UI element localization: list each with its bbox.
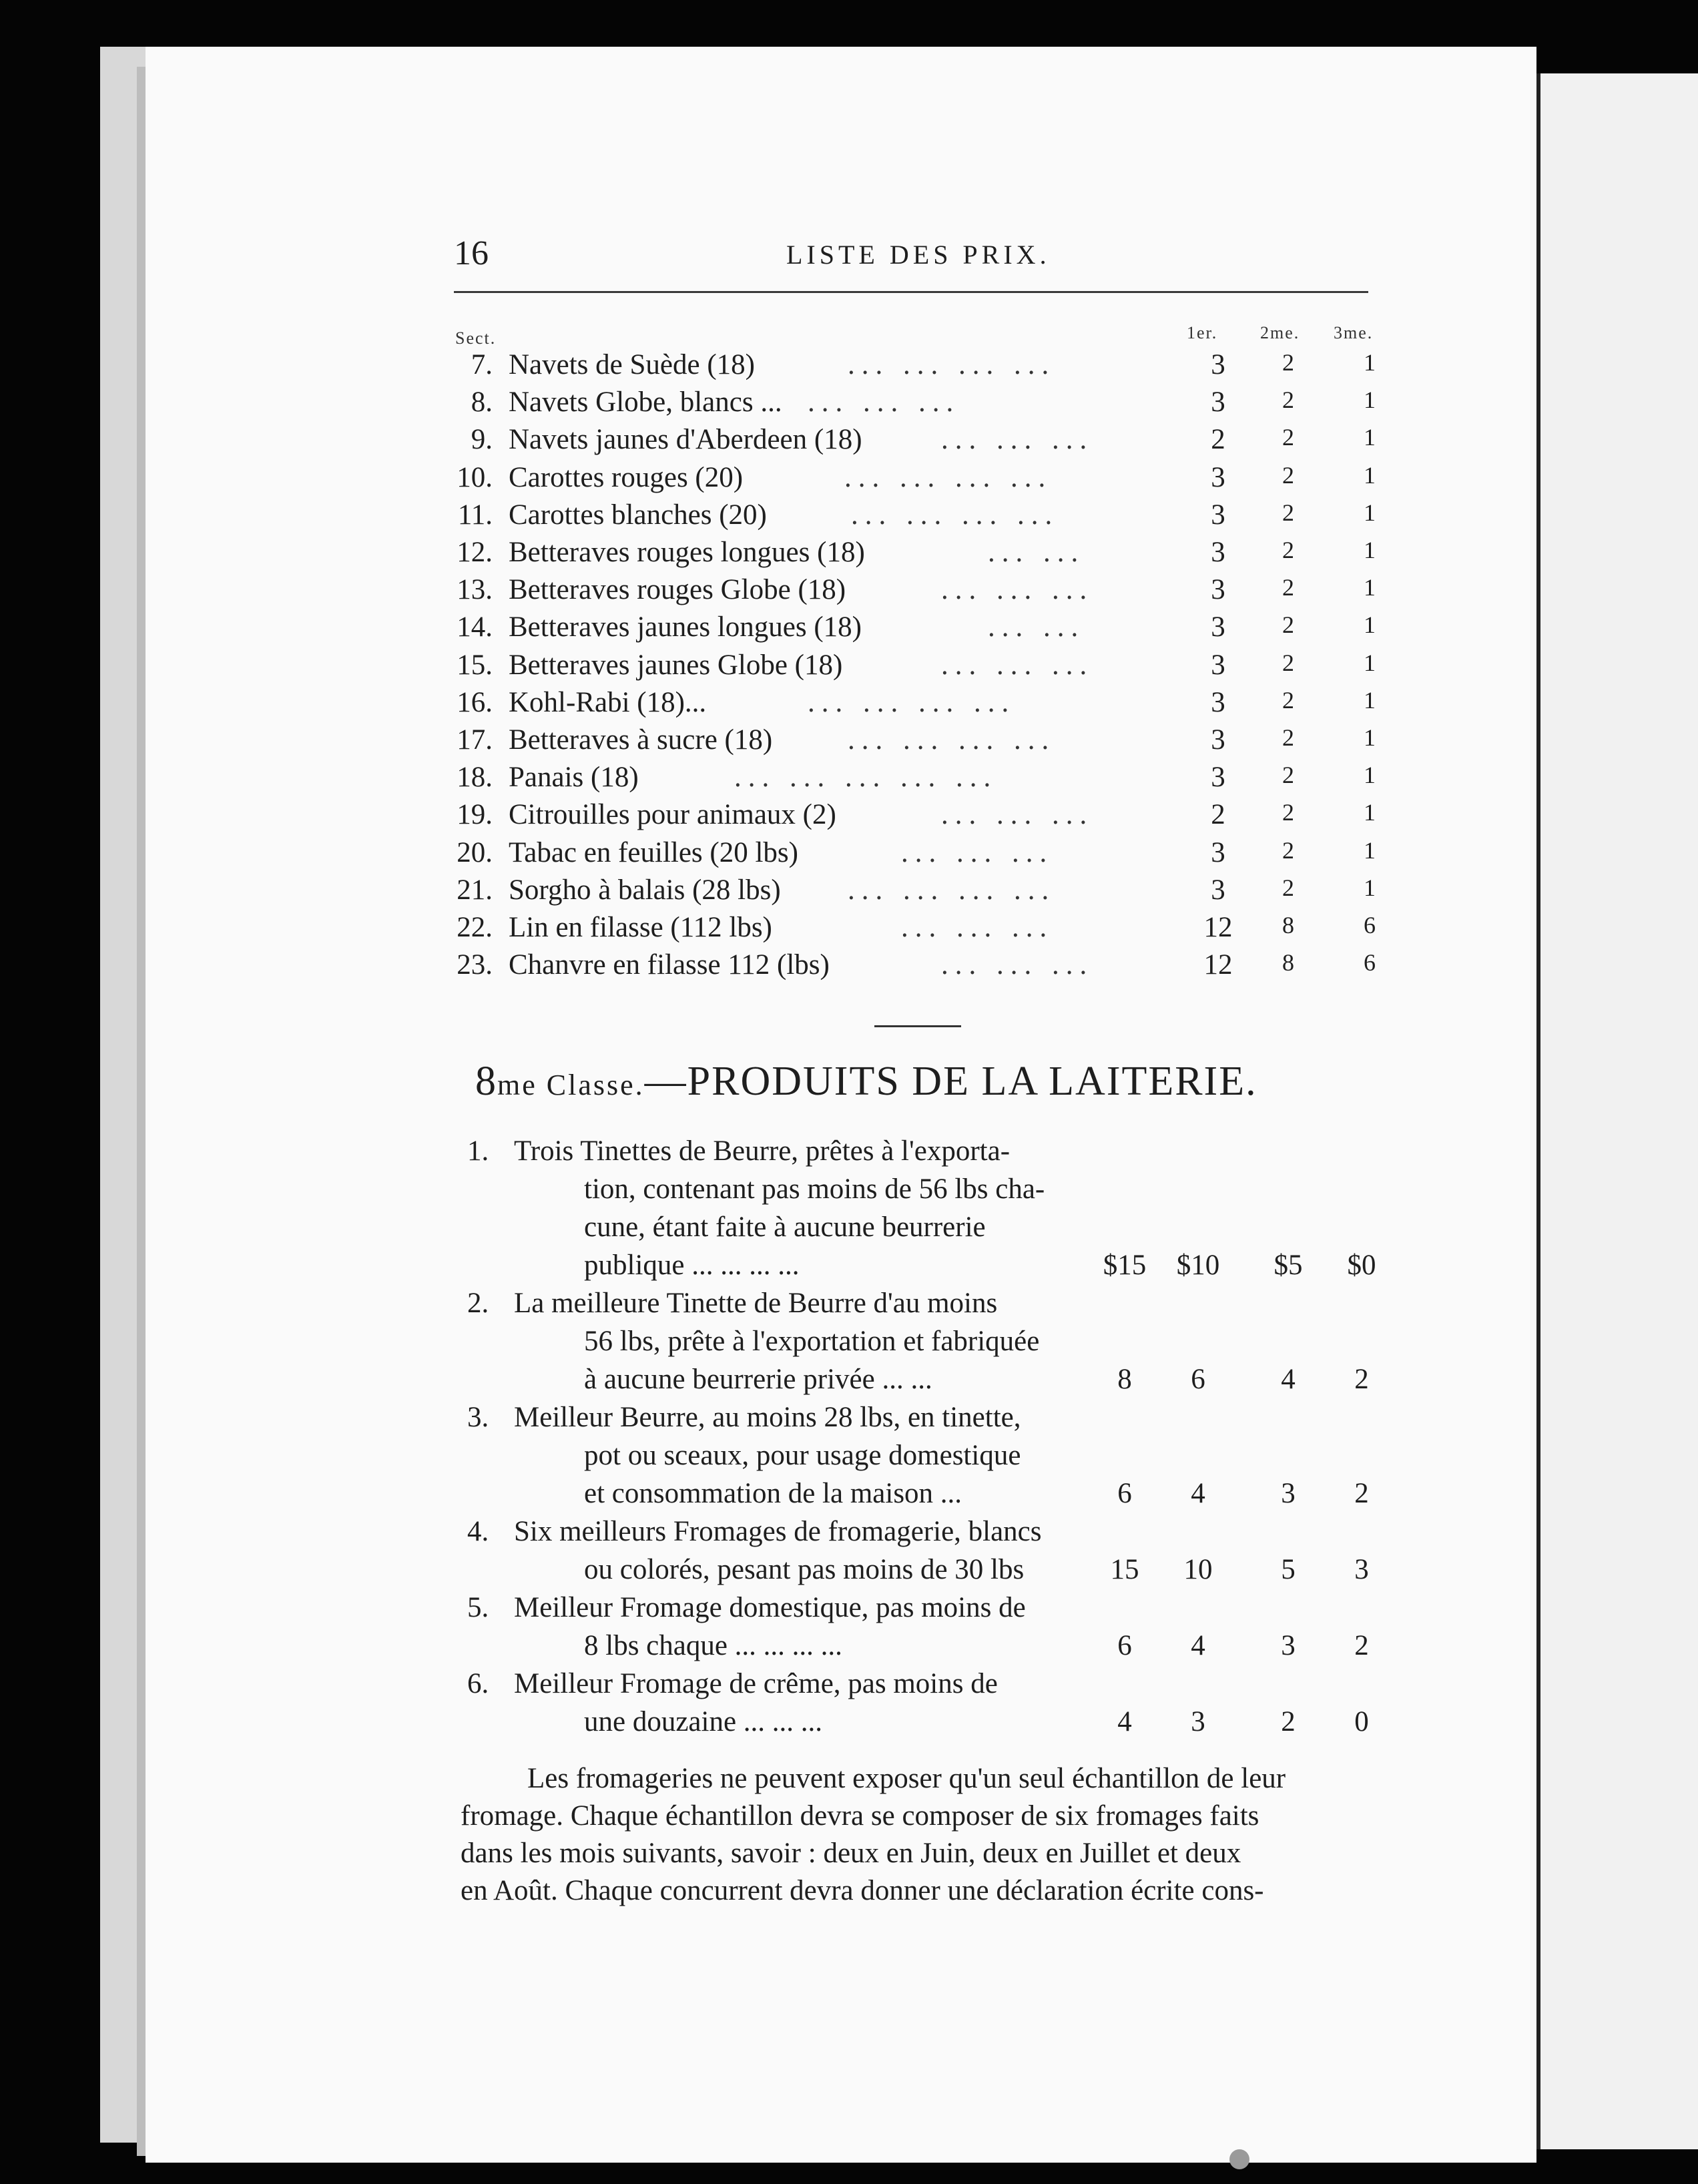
third-prize: 3 bbox=[1281, 1630, 1296, 1661]
class-heading bbox=[475, 1058, 1257, 1105]
first-prize: 2 bbox=[1211, 799, 1225, 831]
item-line: une douzaine ... ... ... bbox=[584, 1706, 823, 1737]
first-prize: 8 bbox=[1117, 1364, 1132, 1395]
row-number: 14. bbox=[457, 611, 493, 643]
paragraph-line: en Août. Chaque concurrent devra donner une déclaration écrite cons- bbox=[461, 1875, 1264, 1906]
row-number: 18. bbox=[457, 762, 493, 794]
table-row bbox=[0, 573, 1402, 611]
second-prize: 6 bbox=[1191, 1364, 1205, 1395]
paragraph-line: Les fromageries ne peuvent exposer qu'un seul échantillon de leur bbox=[527, 1763, 1286, 1794]
first-prize: 3 bbox=[1211, 499, 1225, 531]
leader-dots: ... ... ... bbox=[901, 912, 1054, 943]
leader-dots: ... ... ... bbox=[941, 649, 1094, 681]
third-prize: 2 bbox=[1281, 1706, 1296, 1737]
third-prize: 6 bbox=[1364, 912, 1376, 938]
third-prize: 1 bbox=[1364, 574, 1376, 601]
second-prize: 2 bbox=[1282, 799, 1294, 826]
third-prize: 1 bbox=[1364, 349, 1376, 376]
first-prize: 2 bbox=[1211, 424, 1225, 456]
row-label: Betteraves rouges longues (18) bbox=[509, 537, 865, 568]
leader-dots: ... ... bbox=[988, 611, 1085, 643]
first-prize: 3 bbox=[1211, 686, 1225, 718]
row-number: 11. bbox=[457, 499, 493, 531]
first-prize: 3 bbox=[1211, 461, 1225, 493]
second-prize: 2 bbox=[1282, 611, 1294, 639]
leader-dots: ... ... ... ... ... bbox=[734, 762, 998, 794]
second-prize: 2 bbox=[1282, 649, 1294, 676]
first-prize: 4 bbox=[1117, 1706, 1132, 1737]
first-prize: 12 bbox=[1203, 949, 1233, 981]
row-label: Navets Globe, blancs ... bbox=[509, 386, 782, 419]
item-number: 3. bbox=[467, 1402, 489, 1433]
leader-dots: ... ... ... bbox=[808, 386, 960, 419]
item-line: Six meilleurs Fromages de fromagerie, blancs bbox=[514, 1516, 1042, 1547]
third-prize: 1 bbox=[1364, 386, 1376, 414]
first-prize: 3 bbox=[1211, 386, 1225, 419]
leader-dots: ... ... ... ... bbox=[851, 499, 1059, 531]
leader-dots: ... ... ... ... bbox=[808, 686, 1016, 718]
fourth-prize: 2 bbox=[1354, 1478, 1369, 1509]
item-number: 6. bbox=[467, 1668, 489, 1699]
third-prize: 3 bbox=[1281, 1478, 1296, 1509]
third-prize: 1 bbox=[1364, 537, 1376, 563]
item-line: Meilleur Beurre, au moins 28 lbs, en tinette, bbox=[514, 1402, 1021, 1433]
first-prize: $15 bbox=[1103, 1250, 1147, 1281]
row-label: Betteraves jaunes longues (18) bbox=[509, 611, 862, 643]
row-label: Carottes rouges (20) bbox=[509, 461, 744, 493]
leader-dots: ... ... ... ... bbox=[848, 724, 1056, 756]
first-prize: 12 bbox=[1203, 912, 1233, 943]
row-label: Panais (18) bbox=[509, 762, 639, 794]
leader-dots: ... ... ... ... bbox=[844, 461, 1053, 493]
second-prize: 2 bbox=[1282, 424, 1294, 451]
row-label: Betteraves jaunes Globe (18) bbox=[509, 649, 843, 681]
third-prize: 1 bbox=[1364, 611, 1376, 639]
third-prize: 1 bbox=[1364, 836, 1376, 864]
row-number: 20. bbox=[457, 836, 493, 868]
first-prize: 3 bbox=[1211, 762, 1225, 794]
row-number: 19. bbox=[457, 799, 493, 831]
leader-dots: ... ... bbox=[988, 537, 1085, 568]
item-line: Meilleur Fromage de crême, pas moins de bbox=[514, 1668, 998, 1699]
row-label: Tabac en feuilles (20 lbs) bbox=[509, 836, 798, 868]
table-row bbox=[0, 836, 1402, 874]
row-label: Betteraves à sucre (18) bbox=[509, 724, 773, 756]
item-line: à aucune beurrerie privée ... ... bbox=[584, 1364, 932, 1395]
table-row bbox=[0, 948, 1402, 986]
third-prize: 1 bbox=[1364, 762, 1376, 789]
item-number: 5. bbox=[467, 1592, 489, 1623]
table-row bbox=[0, 724, 1402, 761]
first-prize: 3 bbox=[1211, 611, 1225, 643]
first-prize: 3 bbox=[1211, 349, 1225, 380]
header-rule bbox=[454, 291, 1368, 293]
third-prize: 1 bbox=[1364, 724, 1376, 751]
item-line: 56 lbs, prête à l'exportation et fabriquée bbox=[584, 1326, 1040, 1357]
leader-dots: ... ... ... bbox=[941, 424, 1094, 456]
third-prize: 1 bbox=[1364, 424, 1376, 451]
section-divider bbox=[874, 1025, 961, 1027]
fourth-prize: 2 bbox=[1354, 1364, 1369, 1395]
row-number: 9. bbox=[471, 424, 493, 456]
leader-dots: ... ... ... ... bbox=[848, 874, 1056, 906]
second-prize: 2 bbox=[1282, 874, 1294, 901]
second-prize: 3 bbox=[1191, 1706, 1205, 1737]
second-prize: 2 bbox=[1282, 537, 1294, 563]
second-prize: 4 bbox=[1191, 1630, 1205, 1661]
leader-dots: ... ... ... ... bbox=[848, 349, 1056, 380]
row-number: 12. bbox=[457, 537, 493, 568]
item-line: Trois Tinettes de Beurre, prêtes à l'exporta- bbox=[514, 1135, 1011, 1167]
table-row bbox=[0, 423, 1402, 461]
row-label: Lin en filasse (112 lbs) bbox=[509, 912, 772, 943]
fourth-prize: $0 bbox=[1347, 1250, 1376, 1281]
item-line: tion, contenant pas moins de 56 lbs cha- bbox=[584, 1173, 1045, 1205]
scan-blemish bbox=[1229, 2149, 1249, 2169]
row-label: Chanvre en filasse 112 (lbs) bbox=[509, 949, 830, 981]
row-number: 16. bbox=[457, 686, 493, 718]
row-label: Sorgho à balais (28 lbs) bbox=[509, 874, 781, 906]
item-line: 8 lbs chaque ... ... ... ... bbox=[584, 1630, 842, 1661]
row-number: 10. bbox=[457, 461, 493, 493]
second-prize: 8 bbox=[1282, 949, 1294, 977]
first-prize: 3 bbox=[1211, 537, 1225, 568]
item-line: et consommation de la maison ... bbox=[584, 1478, 962, 1509]
row-number: 17. bbox=[457, 724, 493, 756]
item-line: ou colorés, pesant pas moins de 30 lbs bbox=[584, 1554, 1025, 1585]
first-prize: 6 bbox=[1117, 1630, 1132, 1661]
second-prize: 2 bbox=[1282, 836, 1294, 864]
table-row bbox=[0, 536, 1402, 573]
second-prize: 2 bbox=[1282, 724, 1294, 751]
table-row bbox=[0, 348, 1402, 386]
second-prize: 2 bbox=[1282, 762, 1294, 789]
item-line: pot ou sceaux, pour usage domestique bbox=[584, 1440, 1021, 1471]
fourth-prize: 0 bbox=[1354, 1706, 1369, 1737]
table-row bbox=[0, 798, 1402, 836]
table-row bbox=[0, 611, 1402, 648]
running-title: LISTE DES PRIX. bbox=[786, 240, 1051, 270]
leader-dots: ... ... ... bbox=[901, 836, 1054, 868]
third-prize: 5 bbox=[1281, 1554, 1296, 1585]
second-prize: 2 bbox=[1282, 499, 1294, 526]
second-prize: 2 bbox=[1282, 349, 1294, 376]
third-prize: 1 bbox=[1364, 461, 1376, 489]
second-prize-heading: 2me. bbox=[1260, 323, 1300, 342]
item-line: La meilleure Tinette de Beurre d'au moins bbox=[514, 1288, 998, 1319]
second-prize: 2 bbox=[1282, 386, 1294, 414]
table-row bbox=[0, 761, 1402, 798]
item-number: 2. bbox=[467, 1288, 489, 1319]
row-number: 13. bbox=[457, 574, 493, 606]
sect-label: Sect. bbox=[455, 328, 497, 348]
first-prize: 15 bbox=[1110, 1554, 1139, 1585]
leader-dots: ... ... ... bbox=[941, 574, 1094, 606]
third-prize: 1 bbox=[1364, 499, 1376, 526]
row-label: Navets de Suède (18) bbox=[509, 349, 755, 380]
class-number: 8 bbox=[475, 1059, 497, 1104]
row-number: 22. bbox=[457, 912, 493, 943]
row-label: Navets jaunes d'Aberdeen (18) bbox=[509, 424, 862, 456]
table-row bbox=[0, 874, 1402, 911]
third-prize: $5 bbox=[1274, 1250, 1303, 1281]
third-prize-heading: 3me. bbox=[1334, 323, 1374, 342]
second-prize: 2 bbox=[1282, 461, 1294, 489]
second-prize: 4 bbox=[1191, 1478, 1205, 1509]
third-prize: 6 bbox=[1364, 949, 1376, 977]
item-line: cune, étant faite à aucune beurrerie bbox=[584, 1211, 986, 1243]
row-label: Betteraves rouges Globe (18) bbox=[509, 574, 846, 606]
row-label: Citrouilles pour animaux (2) bbox=[509, 799, 836, 831]
paragraph-line: dans les mois suivants, savoir : deux en Juin, deux en Juillet et deux bbox=[461, 1838, 1241, 1869]
row-label: Carottes blanches (20) bbox=[509, 499, 767, 531]
table-row bbox=[0, 686, 1402, 724]
second-prize: $10 bbox=[1176, 1250, 1220, 1281]
fourth-prize: 2 bbox=[1354, 1630, 1369, 1661]
row-number: 23. bbox=[457, 949, 493, 981]
row-number: 15. bbox=[457, 649, 493, 681]
first-prize: 6 bbox=[1117, 1478, 1132, 1509]
item-number: 1. bbox=[467, 1135, 489, 1167]
second-prize: 2 bbox=[1282, 574, 1294, 601]
class-label: me Classe. bbox=[497, 1069, 645, 1101]
row-label: Kohl-Rabi (18)... bbox=[509, 686, 707, 718]
paragraph-line: fromage. Chaque échantillon devra se composer de six fromages faits bbox=[461, 1800, 1259, 1832]
second-prize: 2 bbox=[1282, 686, 1294, 714]
page-number: 16 bbox=[454, 234, 489, 272]
item-line: publique ... ... ... ... bbox=[584, 1250, 800, 1281]
first-prize: 3 bbox=[1211, 649, 1225, 681]
first-prize: 3 bbox=[1211, 836, 1225, 868]
second-prize: 10 bbox=[1183, 1554, 1213, 1585]
item-number: 4. bbox=[467, 1516, 489, 1547]
row-number: 21. bbox=[457, 874, 493, 906]
third-prize: 1 bbox=[1364, 649, 1376, 676]
second-prize: 8 bbox=[1282, 912, 1294, 938]
fourth-prize: 3 bbox=[1354, 1554, 1369, 1585]
class-title: —PRODUITS DE LA LAITERIE. bbox=[644, 1059, 1257, 1104]
table-row bbox=[0, 911, 1402, 948]
third-prize: 1 bbox=[1364, 686, 1376, 714]
first-prize: 3 bbox=[1211, 574, 1225, 606]
third-prize: 4 bbox=[1281, 1364, 1296, 1395]
first-prize: 3 bbox=[1211, 874, 1225, 906]
row-number: 7. bbox=[471, 349, 493, 380]
third-prize: 1 bbox=[1364, 799, 1376, 826]
table-row bbox=[0, 386, 1402, 423]
leader-dots: ... ... ... bbox=[941, 949, 1094, 981]
table-row bbox=[0, 499, 1402, 536]
row-number: 8. bbox=[471, 386, 493, 419]
third-prize: 1 bbox=[1364, 874, 1376, 901]
first-prize-heading: 1er. bbox=[1187, 323, 1218, 342]
item-line: Meilleur Fromage domestique, pas moins de bbox=[514, 1592, 1026, 1623]
table-row bbox=[0, 649, 1402, 686]
leader-dots: ... ... ... bbox=[941, 799, 1094, 831]
table-row bbox=[0, 461, 1402, 499]
first-prize: 3 bbox=[1211, 724, 1225, 756]
